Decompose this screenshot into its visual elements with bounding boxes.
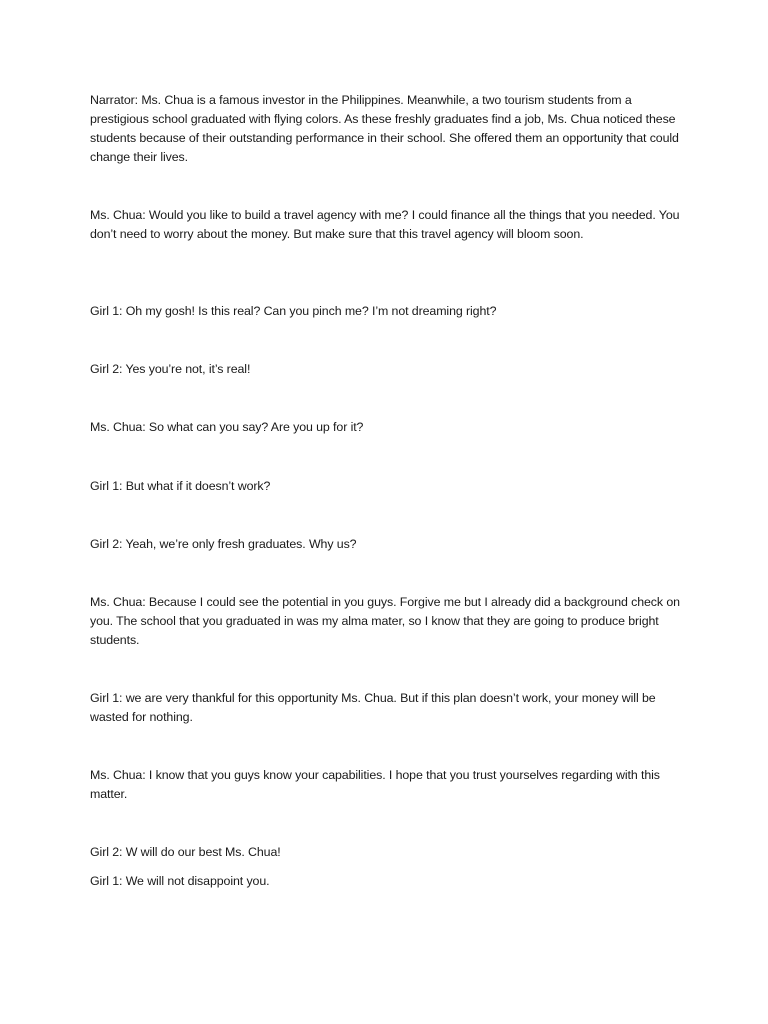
dialogue-line: Girl 2: Yeah, we’re only fresh graduates. Why us? <box>90 537 357 551</box>
dialogue-line: Girl 1: We will not disappoint you. <box>90 874 270 888</box>
dialogue-line: Ms. Chua: So what can you say? Are you up for it? <box>90 420 364 434</box>
dialogue-line: Ms. Chua: Would you like to build a travel agency with me? I could finance all the things that you needed. You don’t need to worry about the money. But make sure that this travel agency will bloom soon. <box>90 208 680 241</box>
dialogue-line: Girl 1: But what if it doesn’t work? <box>90 479 271 493</box>
narrator-paragraph: Narrator: Ms. Chua is a famous investor in the Philippines. Meanwhile, a two tourism students from a prestigious school graduated with flying colors. As these freshly graduates find a job, Ms. Chua noticed these students because of their outstanding performance in their school. She offered them an opportunity that could change their lives. <box>90 93 679 164</box>
dialogue-line: Girl 1: Oh my gosh! Is this real? Can you pinch me? I’m not dreaming right? <box>90 304 497 318</box>
dialogue-line: Ms. Chua: Because I could see the potential in you guys. Forgive me but I already did a background check on you. The school that you graduated in was my alma mater, so I know that they are going to produce bright students. <box>90 595 680 647</box>
dialogue-line: Girl 1: we are very thankful for this opportunity Ms. Chua. But if this plan doesn’t work, your money will be wasted for nothing. <box>90 691 656 724</box>
dialogue-line: Ms. Chua: I know that you guys know your capabilities. I hope that you trust yourselves regarding with this matter. <box>90 768 660 801</box>
dialogue-line: Girl 2: W will do our best Ms. Chua! <box>90 845 281 859</box>
dialogue-line: Girl 2: Yes you’re not, it’s real! <box>90 362 251 376</box>
